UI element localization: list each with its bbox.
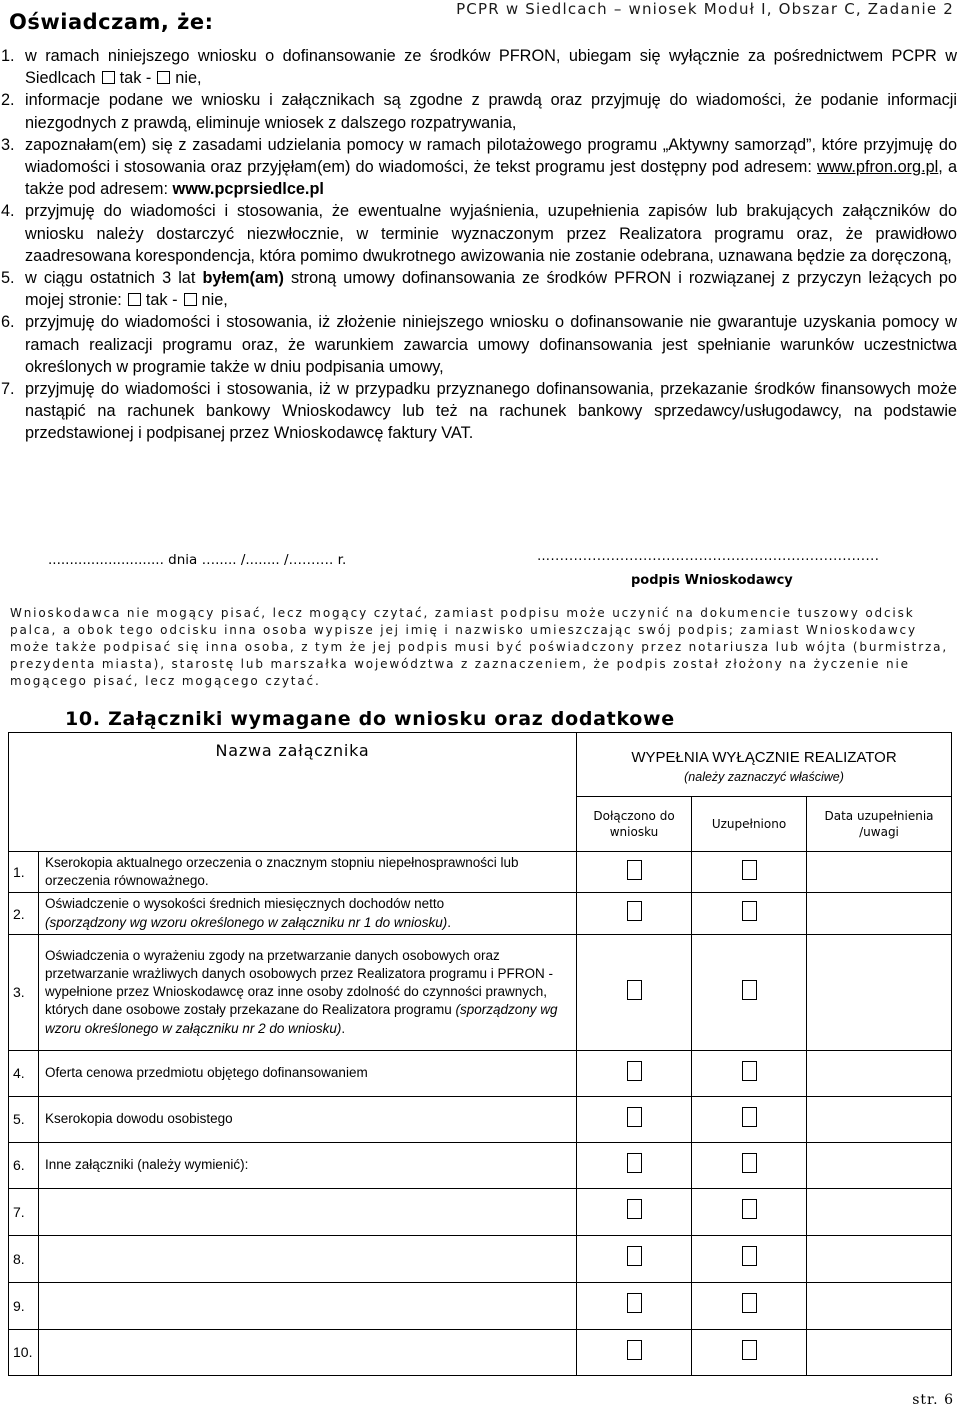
- attachment-name: Oświadczenie o wysokości średnich miesięcznych dochodów netto: [45, 896, 445, 912]
- declaration-text: przyjmuję do wiadomości i stosowania, iż w przypadku przyznanego dofinansowania, przekazanie środków finansowych może nastąpić na rachunek bankowy Wnioskodawcy lub też na rachunek bankowy sprzedawcy/usługodawcy, na podstawie przedstawionej i podpisanej przez Wnioskodawcę faktury VAT.: [25, 380, 957, 443]
- date-notes-cell[interactable]: [807, 1142, 952, 1188]
- option-no-label: nie,: [175, 69, 202, 88]
- date-notes-cell[interactable]: [807, 1096, 952, 1142]
- attachments-table: [8, 732, 952, 1376]
- attachment-name: Oferta cenowa przedmiotu objętego dofinansowaniem: [45, 1065, 368, 1081]
- declaration-text: przyjmuję do wiadomości i stosowania, że ewentualne wyjaśnienia, uzupełnienia zapisów lub brakujących załączników do wniosku należy dostarczyć niezwłocznie, w terminie wyznaczonym przez Realizatora programu oraz, że prawidłowo zaadresowana korespondencja, która pomimo dwukrotnego awizowania nie zostanie odebrana, uznawana będzie za doręczoną,: [25, 202, 957, 265]
- page-title: Oświadczam, że:: [9, 10, 214, 34]
- attachment-name-field[interactable]: [39, 1235, 577, 1282]
- table-row: [9, 934, 952, 1050]
- attached-checkbox[interactable]: [627, 860, 642, 880]
- signature-field[interactable]: ….......................................................................: [537, 549, 880, 564]
- date-notes-cell[interactable]: [807, 1235, 952, 1282]
- supplemented-checkbox[interactable]: [742, 980, 757, 1000]
- attached-checkbox[interactable]: [627, 1246, 642, 1266]
- attached-checkbox[interactable]: [627, 1061, 642, 1081]
- date-notes-cell[interactable]: [807, 1188, 952, 1235]
- pfron-link[interactable]: www.pfron.org.pl: [817, 158, 939, 177]
- supplemented-checkbox[interactable]: [742, 901, 757, 921]
- table-row: [9, 893, 952, 934]
- attached-checkbox[interactable]: [627, 1153, 642, 1173]
- table-header-row: [9, 733, 952, 797]
- attachment-note-tail: .: [447, 914, 451, 930]
- table-row: [9, 1188, 952, 1235]
- declaration-text: informacje podane we wniosku i załącznikach są zgodne z prawdą oraz przyjmuję do wiadomości, że podanie informacji niezgodnych z prawdą, eliminuje wniosek z dalszego rozpatrywania,: [25, 91, 957, 132]
- attachment-name: Kserokopia dowodu osobistego: [45, 1111, 233, 1127]
- column-header-name: Nazwa załącznika: [215, 741, 370, 760]
- declaration-bold-text: byłem(am): [202, 269, 284, 288]
- column-header-realizator: WYPEŁNIA WYŁĄCZNIE REALIZATOR: [631, 748, 897, 766]
- declaration-7: [0, 378, 957, 445]
- supplemented-checkbox[interactable]: [742, 1340, 757, 1360]
- declaration-number: 4.: [1, 202, 15, 221]
- attachment-note: (sporządzony wg wzoru określonego w załączniku nr 2 do wniosku): [45, 1002, 558, 1036]
- declarations-list: [0, 45, 957, 445]
- attachment-name-field[interactable]: [39, 1282, 577, 1329]
- attached-checkbox[interactable]: [627, 980, 642, 1000]
- declaration-number: 5.: [1, 269, 15, 288]
- supplemented-checkbox[interactable]: [742, 860, 757, 880]
- signature-label: podpis Wnioskodawcy: [631, 573, 793, 588]
- date-field[interactable]: ........................... dnia …..... /........ /………. r.: [48, 552, 347, 568]
- attachments-section-title: 10. Załączniki wymagane do wniosku oraz dodatkowe: [65, 708, 675, 730]
- option-no-label: nie,: [201, 291, 228, 310]
- attachment-name-field[interactable]: [39, 1188, 577, 1235]
- table-row: [9, 1329, 952, 1375]
- row-number: 6.: [9, 1142, 39, 1188]
- declaration-text-cont: stroną umowy dofinansowania ze środków PFRON i rozwiązanej z przyczyn leżących po mojej stronie:: [25, 269, 957, 310]
- supplemented-checkbox[interactable]: [742, 1061, 757, 1081]
- pcpr-link[interactable]: www.pcprsiedlce.pl: [172, 180, 324, 199]
- row-number: 10.: [9, 1329, 39, 1375]
- table-row: [9, 852, 952, 893]
- supplemented-checkbox[interactable]: [742, 1153, 757, 1173]
- row-number: 3.: [9, 934, 39, 1050]
- declaration-text: w ramach niniejszego wniosku o dofinansowanie ze środków PFRON, ubiegam się wyłącznie za pośrednictwem PCPR w Siedlcach: [25, 47, 957, 88]
- date-notes-cell[interactable]: [807, 1282, 952, 1329]
- attachment-name-field[interactable]: [39, 1329, 577, 1375]
- column-header-realizator-note: (należy zaznaczyć właściwe): [684, 769, 844, 784]
- declaration-number: 1.: [1, 47, 15, 65]
- option-separator: -: [172, 291, 178, 310]
- option-yes-label: tak: [119, 69, 142, 88]
- attached-checkbox[interactable]: [627, 1293, 642, 1313]
- row-number: 1.: [9, 852, 39, 893]
- attached-checkbox[interactable]: [627, 1107, 642, 1127]
- declaration-number: 3.: [1, 135, 15, 154]
- table-row: [9, 1282, 952, 1329]
- checkbox-no[interactable]: [157, 71, 170, 84]
- declaration-1: [0, 45, 957, 89]
- table-row: [9, 1142, 952, 1188]
- table-row: [9, 1050, 952, 1096]
- declaration-text: zapoznałam(em) się z zasadami udzielania pomocy w ramach pilotażowego programu „Aktywny samorząd”, które przyjmuję do wiadomości i stosowania oraz przyjęłam(em) do wiadomości, że tekst programu jest dostępny pod adresem:: [25, 135, 957, 177]
- option-yes-label: tak: [145, 291, 168, 310]
- row-number: 7.: [9, 1188, 39, 1235]
- table-row: [9, 1235, 952, 1282]
- declaration-5: [0, 267, 957, 311]
- attachment-note: (sporządzony wg wzoru określonego w załączniku nr 1 do wniosku): [45, 914, 448, 930]
- attached-checkbox[interactable]: [627, 1199, 642, 1219]
- attachment-name: Inne załączniki (należy wymienić):: [45, 1157, 249, 1173]
- declaration-4: [0, 200, 957, 267]
- supplemented-checkbox[interactable]: [742, 1293, 757, 1313]
- declaration-text: w ciągu ostatnich 3 lat: [25, 269, 196, 288]
- column-header-date: Data uzupełnienia /uwagi: [807, 797, 952, 852]
- row-number: 5.: [9, 1096, 39, 1142]
- declaration-2: [0, 89, 957, 133]
- attachment-name: Oświadczenia o wyrażeniu zgody na przetwarzanie danych osobowych oraz przetwarzanie wrażliwych danych osobowych przez Realizatora programu i PFRON - wypełnione przez Wnioskodawcę oraz inne osoby zdolność do czynności prawnych, których dane osobowe zostały przekazane do Realizatora programu: [45, 947, 553, 1018]
- row-number: 8.: [9, 1235, 39, 1282]
- declaration-text: przyjmuję do wiadomości i stosowania, iż złożenie niniejszego wniosku o dofinansowanie nie gwarantuje uzyskania pomocy w ramach realizacji programu oraz, że warunkiem zawarcia umowy dofinansowania jest spełnianie warunków uczestnictwa określonych w programie także w dniu podpisania umowy,: [25, 313, 957, 376]
- checkbox-yes[interactable]: [128, 293, 141, 306]
- date-notes-cell[interactable]: [807, 934, 952, 1050]
- document-header: PCPR w Siedlcach – wniosek Moduł I, Obszar C, Zadanie 2: [456, 0, 954, 18]
- declaration-number: 2.: [1, 91, 15, 110]
- fine-print: Wnioskodawca nie mogący pisać, lecz mogący czytać, zamiast podpisu może uczynić na dokumencie tuszowy odcisk palca, a obok tego odcisku inna osoba wypisze jej imię i nazwisko umieszczając swój podpis; zamiast Wnioskodawcy może także podpisać się inna osoba, z tym że jej podpis musi być poświadczony przez notariusza lub wójta (burmistrza, prezydenta miasta), starostę lub marszałka województwa z zaznaczeniem, że podpis został złożony na życzenie nie mogącego pisać, lecz mogącego czytać.: [10, 606, 949, 689]
- table-row: [9, 1096, 952, 1142]
- attached-checkbox[interactable]: [627, 1340, 642, 1360]
- page-number: str. 6: [912, 1392, 954, 1408]
- declaration-text-cont: , a także pod adresem:: [25, 158, 957, 199]
- column-header-attached: Dołączono do wniosku: [577, 797, 692, 852]
- supplemented-checkbox[interactable]: [742, 1199, 757, 1219]
- checkbox-no[interactable]: [184, 293, 197, 306]
- column-header-supplemented: Uzupełniono: [692, 797, 807, 852]
- supplemented-checkbox[interactable]: [742, 1107, 757, 1127]
- date-notes-cell[interactable]: [807, 1050, 952, 1096]
- checkbox-yes[interactable]: [102, 71, 115, 84]
- declaration-number: 7.: [1, 380, 15, 399]
- attached-checkbox[interactable]: [627, 901, 642, 921]
- attachment-note-tail: .: [341, 1020, 346, 1036]
- declaration-number: 6.: [1, 313, 15, 332]
- option-separator: -: [145, 69, 152, 88]
- row-number: 9.: [9, 1282, 39, 1329]
- declaration-3: [0, 134, 957, 201]
- date-notes-cell[interactable]: [807, 893, 952, 934]
- date-notes-cell[interactable]: [807, 852, 952, 893]
- row-number: 2.: [9, 893, 39, 934]
- supplemented-checkbox[interactable]: [742, 1246, 757, 1266]
- row-number: 4.: [9, 1050, 39, 1096]
- attachment-name: Kserokopia aktualnego orzeczenia o znacznym stopniu niepełnosprawności lub orzeczenia równoważnego.: [45, 855, 519, 889]
- declaration-6: [0, 311, 957, 378]
- date-notes-cell[interactable]: [807, 1329, 952, 1375]
